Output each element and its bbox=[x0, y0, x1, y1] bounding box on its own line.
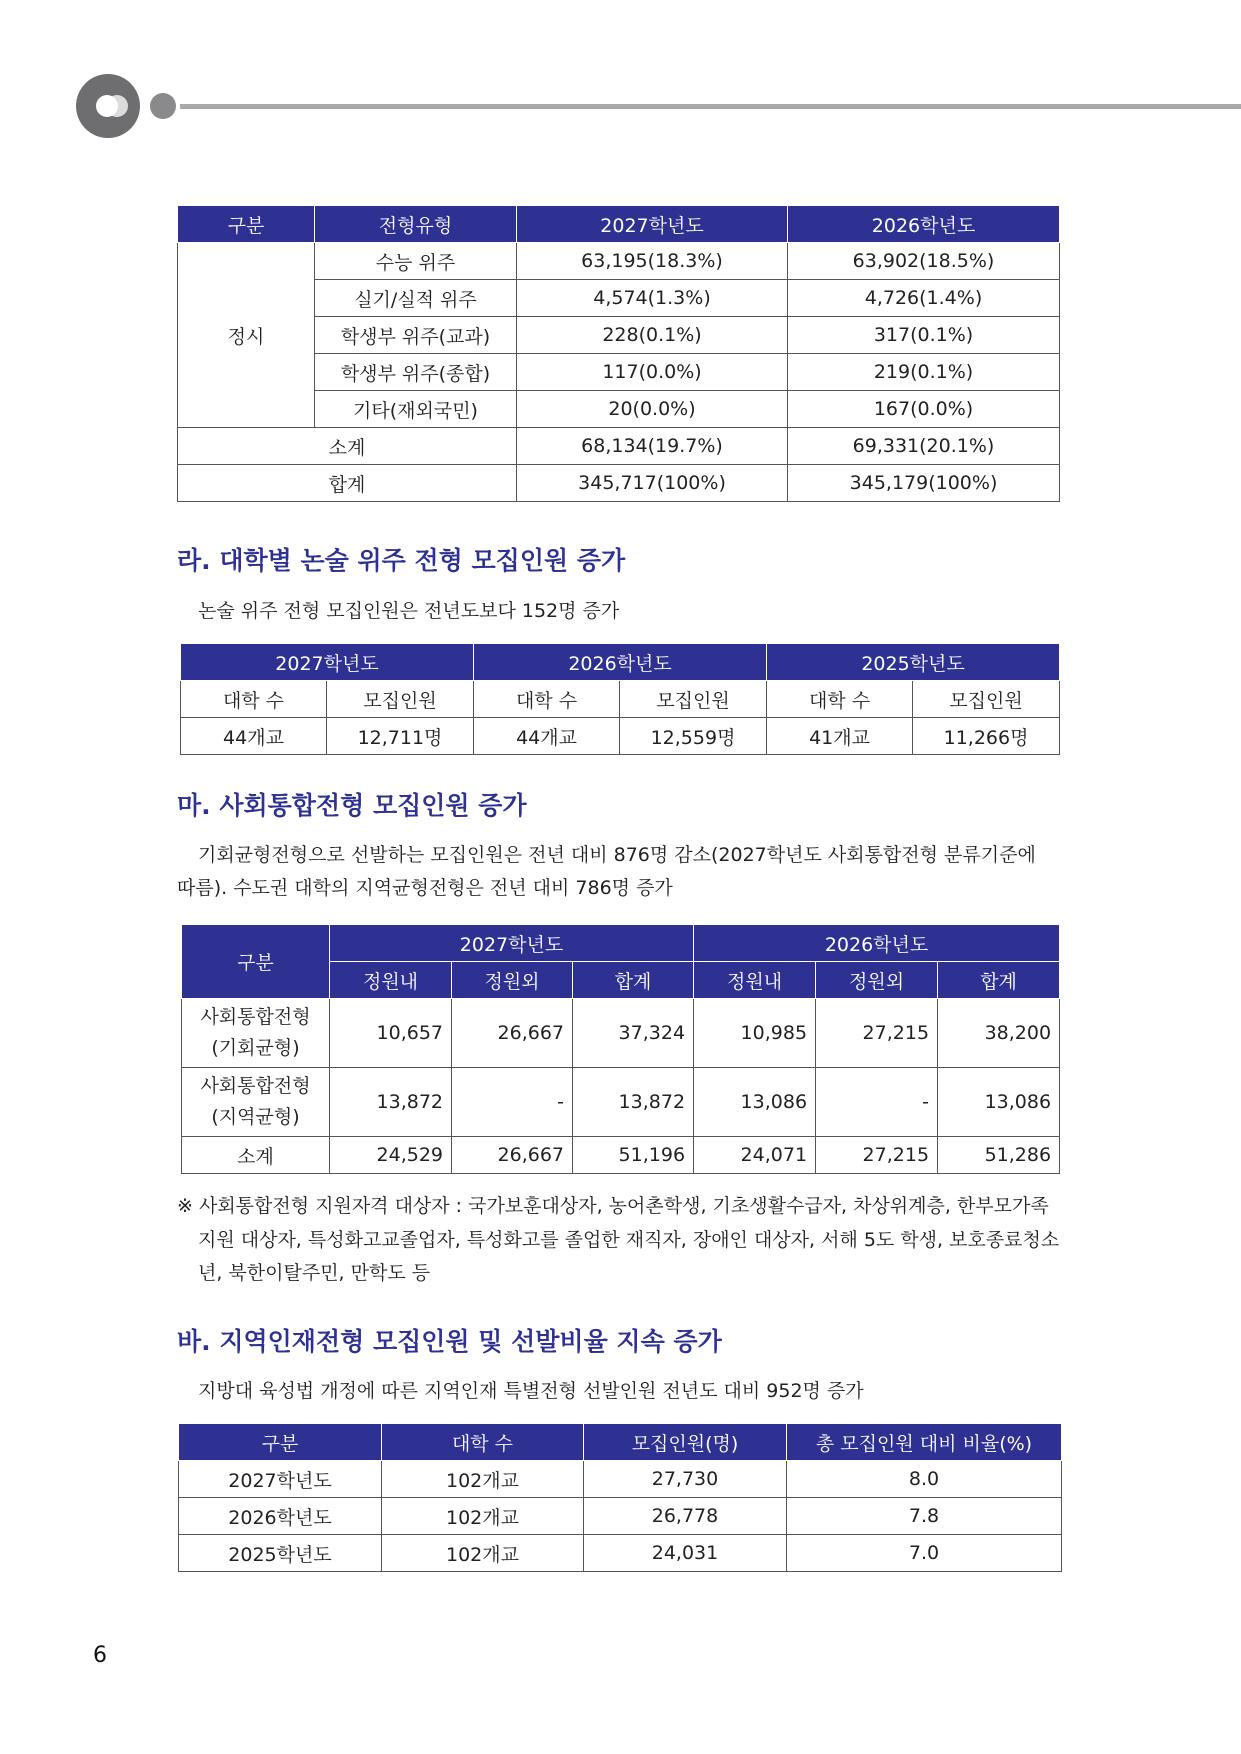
small-dot-icon bbox=[150, 93, 176, 119]
table-cell: 모집인원 bbox=[913, 681, 1060, 718]
table-header-cell: 합계 bbox=[573, 962, 694, 999]
section-title-ba: 바. 지역인재전형 모집인원 및 선발비율 지속 증가 bbox=[177, 1327, 722, 1356]
logo-inner-circle-icon bbox=[96, 95, 118, 117]
table-header-row bbox=[181, 644, 1060, 681]
table-cell: 2025학년도 bbox=[179, 1535, 382, 1572]
row-label-cell bbox=[182, 999, 330, 1068]
table-cell: 102개교 bbox=[382, 1461, 584, 1498]
table-cell: 합계 bbox=[178, 465, 517, 502]
table-cell: - bbox=[452, 1068, 573, 1137]
table-row bbox=[179, 1461, 1062, 1498]
table-subheader-row bbox=[181, 681, 1060, 718]
subtotal-row bbox=[178, 428, 1060, 465]
table-cell: 51,196 bbox=[573, 1137, 694, 1174]
table-regional-talent bbox=[178, 1424, 1062, 1572]
table-cell: 44개교 bbox=[181, 718, 327, 755]
table-cell: 모집인원 bbox=[620, 681, 767, 718]
table-cell: 167(0.0%) bbox=[788, 391, 1060, 428]
table-cell: 소계 bbox=[182, 1137, 330, 1174]
table-cell: 12,559명 bbox=[620, 718, 767, 755]
table-cell: 10,985 bbox=[694, 999, 816, 1068]
table-cell: 11,266명 bbox=[913, 718, 1060, 755]
table-cell: 38,200 bbox=[938, 999, 1060, 1068]
table-cell: 대학 수 bbox=[474, 681, 620, 718]
table-cell: 수능 위주 bbox=[315, 243, 517, 280]
table-cell: 317(0.1%) bbox=[788, 317, 1060, 354]
note-line3: 년, 북한이탈주민, 만학도 등 bbox=[198, 1262, 431, 1284]
table-cell: 345,179(100%) bbox=[788, 465, 1060, 502]
table-header-cell: 2027학년도 bbox=[181, 644, 474, 681]
note-line2: 지원 대상자, 특성화고교졸업자, 특성화고를 졸업한 재직자, 장애인 대상자, 서해 5도 학생, 보호종료청소 bbox=[198, 1229, 1060, 1251]
row-label-line: (기회균형) bbox=[211, 1037, 300, 1059]
table-cell: 37,324 bbox=[573, 999, 694, 1068]
table-cell: 대학 수 bbox=[181, 681, 327, 718]
section-text-la: 논술 위주 전형 모집인원은 전년도보다 152명 증가 bbox=[198, 600, 620, 622]
table-cell: 27,215 bbox=[816, 999, 938, 1068]
table-header-cell: 구분 bbox=[178, 206, 315, 243]
header-decoration bbox=[76, 74, 1241, 140]
table-cell: 69,331(20.1%) bbox=[788, 428, 1060, 465]
header-divider bbox=[180, 104, 1241, 109]
table-social-integration bbox=[181, 925, 1060, 1174]
table-cell: 4,726(1.4%) bbox=[788, 280, 1060, 317]
table-header-cell: 합계 bbox=[938, 962, 1060, 999]
row-label-cell bbox=[182, 1068, 330, 1137]
table-cell: 12,711명 bbox=[327, 718, 474, 755]
table-cell: 26,667 bbox=[452, 999, 573, 1068]
table-cell: 실기/실적 위주 bbox=[315, 280, 517, 317]
row-label-line: 사회통합전형 bbox=[200, 1006, 311, 1028]
table-header-row bbox=[178, 206, 1060, 243]
table-cell: 102개교 bbox=[382, 1498, 584, 1535]
table-cell: 8.0 bbox=[787, 1461, 1062, 1498]
table-header-cell: 정원외 bbox=[816, 962, 938, 999]
table-nonsul bbox=[180, 644, 1060, 755]
table-header-cell: 정원내 bbox=[694, 962, 816, 999]
table-header-cell: 2027학년도 bbox=[330, 925, 694, 962]
table-header-row bbox=[182, 925, 1060, 962]
table-cell: 102개교 bbox=[382, 1535, 584, 1572]
table-cell: 24,529 bbox=[330, 1137, 452, 1174]
table-cell: 27,215 bbox=[816, 1137, 938, 1174]
table-header-cell: 구분 bbox=[182, 925, 330, 999]
table-header-row bbox=[179, 1424, 1062, 1461]
table-cell: 2027학년도 bbox=[179, 1461, 382, 1498]
group-label-cell: 정시 bbox=[178, 243, 315, 428]
table-header-cell: 전형유형 bbox=[315, 206, 517, 243]
table-cell: 26,667 bbox=[452, 1137, 573, 1174]
table-header-cell: 2025학년도 bbox=[767, 644, 1060, 681]
table-cell: 27,730 bbox=[584, 1461, 787, 1498]
table-cell: 대학 수 bbox=[767, 681, 913, 718]
note-line1: ※ 사회통합전형 지원자격 대상자 : 국가보훈대상자, 농어촌학생, 기초생활수급자, 차상위계층, 한부모가족 bbox=[177, 1195, 1049, 1217]
table-header-cell: 정원외 bbox=[452, 962, 573, 999]
section-title-ma: 마. 사회통합전형 모집인원 증가 bbox=[177, 791, 527, 820]
section-text-ma-line2: 따름). 수도권 대학의 지역균형전형은 전년 대비 786명 증가 bbox=[177, 877, 673, 899]
table-cell: 모집인원 bbox=[327, 681, 474, 718]
table-cell: 51,286 bbox=[938, 1137, 1060, 1174]
table-cell: 10,657 bbox=[330, 999, 452, 1068]
table-cell: 20(0.0%) bbox=[517, 391, 788, 428]
table-row bbox=[178, 243, 1060, 280]
table-cell: 345,717(100%) bbox=[517, 465, 788, 502]
subtotal-row bbox=[182, 1137, 1060, 1174]
table-row bbox=[182, 1068, 1060, 1137]
table-cell: 학생부 위주(교과) bbox=[315, 317, 517, 354]
table-cell: 2026학년도 bbox=[179, 1498, 382, 1535]
table-row bbox=[182, 999, 1060, 1068]
table-cell: 24,071 bbox=[694, 1137, 816, 1174]
section-text-ma-line1: 기회균형전형으로 선발하는 모집인원은 전년 대비 876명 감소(2027학년도 사회통합전형 분류기준에 bbox=[198, 844, 1036, 866]
table-cell: 13,872 bbox=[330, 1068, 452, 1137]
table-row bbox=[179, 1498, 1062, 1535]
row-label-line: (지역균형) bbox=[211, 1106, 300, 1128]
table-cell: 소계 bbox=[178, 428, 517, 465]
section-title-la: 라. 대학별 논술 위주 전형 모집인원 증가 bbox=[177, 546, 626, 575]
table-header-cell: 구분 bbox=[179, 1424, 382, 1461]
table-header-cell: 모집인원(명) bbox=[584, 1424, 787, 1461]
section-text-ba: 지방대 육성법 개정에 따른 지역인재 특별전형 선발인원 전년도 대비 952명 증가 bbox=[198, 1380, 864, 1402]
table-jeongsi bbox=[177, 206, 1060, 502]
table-row bbox=[181, 718, 1060, 755]
table-cell: 41개교 bbox=[767, 718, 913, 755]
table-cell: 7.0 bbox=[787, 1535, 1062, 1572]
table-header-cell: 2027학년도 bbox=[517, 206, 788, 243]
total-row bbox=[178, 465, 1060, 502]
table-header-cell: 2026학년도 bbox=[788, 206, 1060, 243]
table-cell: 13,872 bbox=[573, 1068, 694, 1137]
table-cell: 63,195(18.3%) bbox=[517, 243, 788, 280]
table-header-cell: 정원내 bbox=[330, 962, 452, 999]
table-cell: 44개교 bbox=[474, 718, 620, 755]
table-header-cell: 대학 수 bbox=[382, 1424, 584, 1461]
table-cell: 13,086 bbox=[694, 1068, 816, 1137]
table-cell: 219(0.1%) bbox=[788, 354, 1060, 391]
table-header-cell: 총 모집인원 대비 비율(%) bbox=[787, 1424, 1062, 1461]
table-cell: 117(0.0%) bbox=[517, 354, 788, 391]
table-cell: 학생부 위주(종합) bbox=[315, 354, 517, 391]
table-cell: 63,902(18.5%) bbox=[788, 243, 1060, 280]
table-cell: 24,031 bbox=[584, 1535, 787, 1572]
table-cell: 13,086 bbox=[938, 1068, 1060, 1137]
table-header-cell: 2026학년도 bbox=[694, 925, 1060, 962]
table-cell: 기타(재외국민) bbox=[315, 391, 517, 428]
table-cell: 7.8 bbox=[787, 1498, 1062, 1535]
table-header-cell: 2026학년도 bbox=[474, 644, 767, 681]
table-cell: - bbox=[816, 1068, 938, 1137]
table-cell: 4,574(1.3%) bbox=[517, 280, 788, 317]
page-number: 6 bbox=[93, 1643, 107, 1668]
table-cell: 68,134(19.7%) bbox=[517, 428, 788, 465]
table-cell: 228(0.1%) bbox=[517, 317, 788, 354]
table-row bbox=[179, 1535, 1062, 1572]
row-label-line: 사회통합전형 bbox=[200, 1075, 311, 1097]
table-cell: 26,778 bbox=[584, 1498, 787, 1535]
